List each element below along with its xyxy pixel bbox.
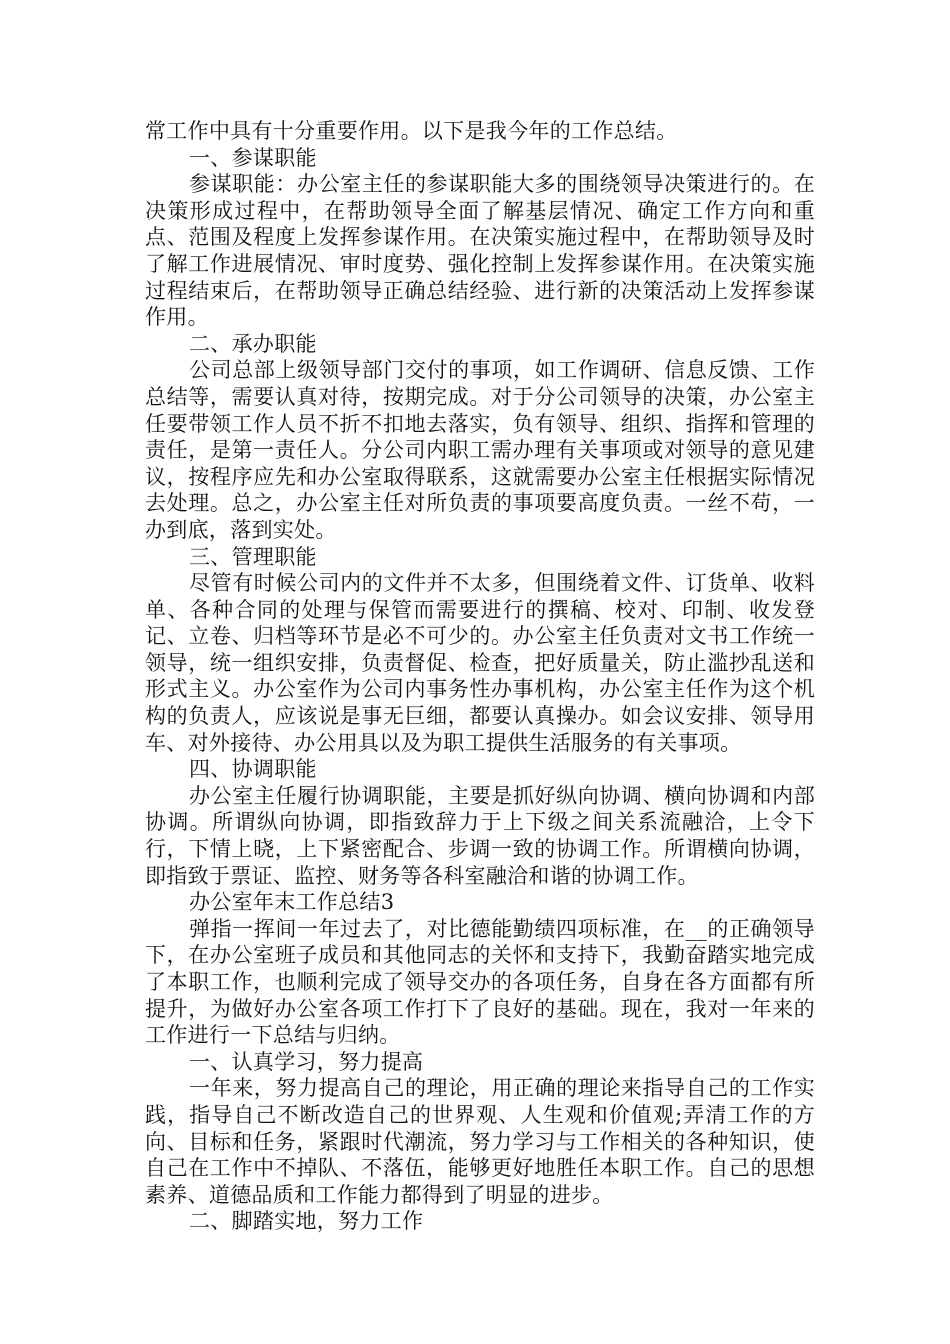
paragraph-advisory-function: 参谋职能：办公室主任的参谋职能大多的围绕领导决策进行的。在决策形成过程中，在帮助领导全面了解基层情况、确定工作方向和重点、范围及程度上发挥参谋作用。在决策实施过程中，在帮助领导及时了解工作进展情况、审时度势、强化控制上发挥参谋作用。在决策实施过程结束后，在帮助领导正确总结经验、进行新的决策活动上发挥参谋作用。 <box>145 172 815 330</box>
heading-study-hard: 一、认真学习，努力提高 <box>189 1049 424 1074</box>
heading-advisory-function: 一、参谋职能 <box>189 145 317 170</box>
heading-undertaking-function: 二、承办职能 <box>189 331 317 356</box>
section-title-summary-3: 办公室年末工作总结3 <box>189 890 395 915</box>
paragraph-summary-3-intro: 弹指一挥间一年过去了，对比德能勤绩四项标准，在__的正确领导下，在办公室班子成员和其他同志的关怀和支持下，我勤奋踏实地完成了本职工作，也顺利完成了领导交办的各项任务，自身在各方面都有所提升，为做好办公室各项工作打下了良好的基础。现在，我对一年来的工作进行一下总结与归纳。 <box>145 916 815 1048</box>
heading-management-function: 三、管理职能 <box>189 544 317 569</box>
heading-coordination-function: 四、协调职能 <box>189 757 317 782</box>
document-body <box>145 118 815 1235</box>
paragraph-undertaking-function: 公司总部上级领导部门交付的事项，如工作调研、信息反馈、工作总结等，需要认真对待，按期完成。对于分公司领导的决策，办公室主任要带领工作人员不折不扣地去落实，负有领导、组织、指挥和管理的责任，是第一责任人。分公司内职工需办理有关事项或对领导的意见建议，按程序应先和办公室取得联系，这就需要办公室主任根据实际情况去处理。总之，办公室主任对所负责的事项要高度负责。一丝不苟，一办到底，落到实处。 <box>145 358 815 542</box>
paragraph-study-hard: 一年来，努力提高自己的理论，用正确的理论来指导自己的工作实践，指导自己不断改造自己的世界观、人生观和价值观;弄清工作的方向、目标和任务，紧跟时代潮流，努力学习与工作相关的各种知识，使自己在工作中不掉队、不落伍，能够更好地胜任本职工作。自己的思想素养、道德品质和工作能力都得到了明显的进步。 <box>145 1076 815 1207</box>
paragraph-intro-tail: 常工作中具有十分重要作用。以下是我今年的工作总结。 <box>145 119 678 143</box>
paragraph-coordination-function: 办公室主任履行协调职能，主要是抓好纵向协调、横向协调和内部协调。所谓纵向协调，即指致辞力于上下级之间关系流融洽，上令下行，下情上晓，上下紧密配合、步调一致的协调工作。所谓横向协调，即指致于票证、监控、财务等各科室融洽和谐的协调工作。 <box>145 783 815 888</box>
paragraph-management-function: 尽管有时候公司内的文件并不太多，但围绕着文件、订货单、收料单、各种合同的处理与保管而需要进行的撰稿、校对、印制、收发登记、立卷、归档等环节是必不可少的。办公室主任负责对文书工作统一领导，统一组织安排，负责督促、检查，把好质量关，防止滥抄乱送和形式主义。办公室作为公司内事务性办事机构，办公室主任作为这个机构的负责人，应该说是事无巨细，都要认真操办。如会议安排、领导用车、对外接待、办公用具以及为职工提供生活服务的有关事项。 <box>145 571 815 755</box>
heading-work-hard: 二、脚踏实地，努力工作 <box>189 1209 424 1234</box>
